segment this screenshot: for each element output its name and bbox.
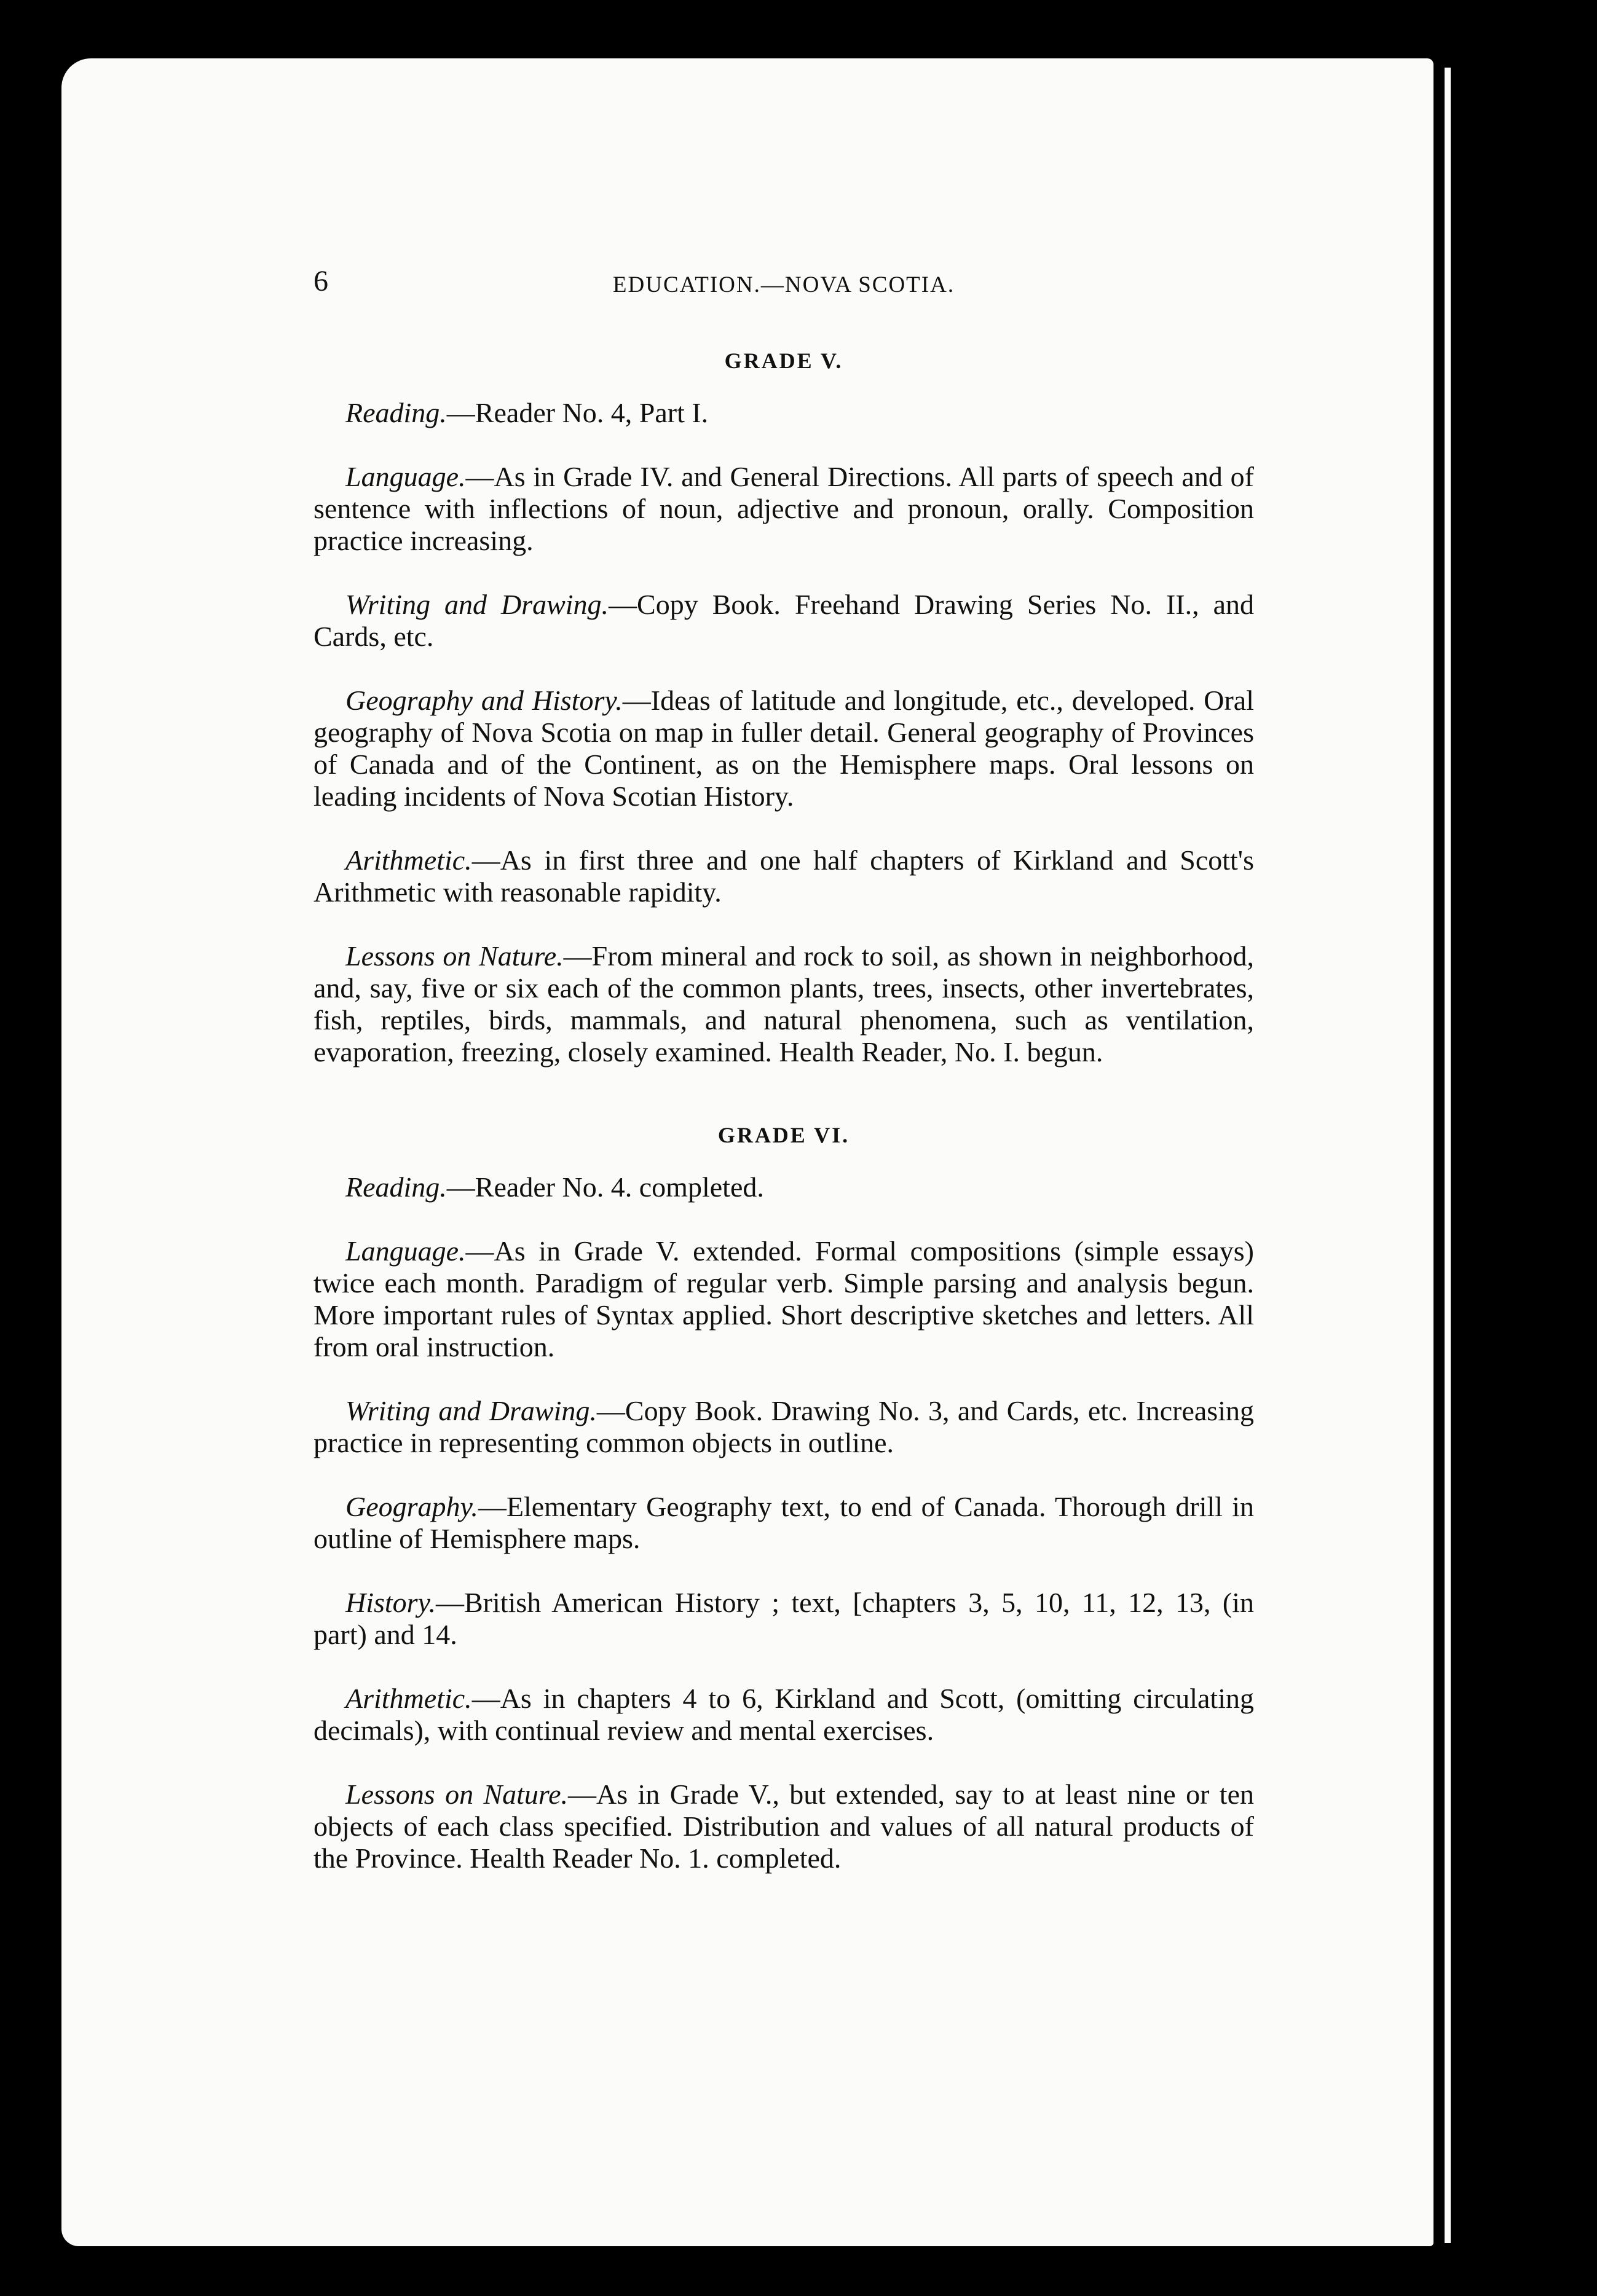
section-subject: Reading.: [345, 1171, 447, 1203]
section-text: —From mineral and rock to soil, as shown in neighborhood, and, say, five or six each of the common plants, trees, insects, other invertebrates, fish, reptiles, birds, mammals, and natural phenomena, such as ventilation, evaporation, freezing, closely examined. Health Reader, No. I. begun.: [313, 940, 1254, 1067]
section-paragraph: [313, 940, 1254, 1068]
section-subject: Writing and Drawing.: [345, 589, 609, 620]
section-text: —As in first three and one half chapters of Kirkland and Scott's Arithmetic with reasonable rapidity.: [313, 844, 1254, 908]
page-edge: [1445, 68, 1451, 2243]
section-text: —British American History ; text, [chapters 3, 5, 10, 11, 12, 13, (in part) and 14.: [313, 1587, 1254, 1650]
grade-heading: GRADE VI.: [717, 1123, 850, 1147]
section-subject: Arithmetic.: [345, 844, 472, 876]
section-subject: Geography and History.: [345, 685, 623, 716]
section-subject: Reading.: [345, 397, 447, 428]
section-text: —Copy Book. Drawing No. 3, and Cards, etc. Increasing practice in representing common objects in outline.: [313, 1395, 1254, 1458]
section-subject: Arithmetic.: [345, 1683, 472, 1714]
section-paragraph: [313, 1171, 1254, 1203]
section-paragraph: [313, 1235, 1254, 1363]
running-title: EDUCATION.—NOVA SCOTIA.: [612, 272, 955, 297]
section-paragraph: [313, 1491, 1254, 1555]
section-paragraph: [313, 1587, 1254, 1651]
section-paragraph: [313, 397, 1254, 429]
section-paragraph: [313, 1395, 1254, 1459]
grade-heading: GRADE V.: [724, 348, 843, 373]
section-subject: History.: [345, 1587, 436, 1618]
section-text: —Ideas of latitude and longitude, etc., developed. Oral geography of Nova Scotia on map in fuller detail. General geography of Provinces of Canada and of the Continent, as on the Hemisphere maps. Oral lessons on leading incidents of Nova Scotian History.: [313, 685, 1255, 812]
section-text: —As in chapters 4 to 6, Kirkland and Scott, (omitting circulating decimals), with continual review and mental exercises.: [313, 1683, 1254, 1746]
section-text: —Reader No. 4. completed.: [446, 1171, 764, 1203]
section-paragraph: [313, 685, 1254, 812]
section-paragraph: [313, 589, 1254, 653]
section-subject: Language.: [345, 1235, 466, 1267]
section-paragraph: [313, 461, 1254, 557]
page-number: 6: [313, 265, 328, 297]
section-subject: Geography.: [345, 1491, 478, 1522]
section-text: —As in Grade IV. and General Directions. All parts of speech and of sentence with inflections of noun, adjective and pronoun, orally. Composition practice increasing.: [313, 461, 1254, 556]
section-paragraph: [313, 844, 1254, 908]
section-paragraph: [313, 1683, 1254, 1747]
section-subject: Language.: [345, 461, 466, 492]
section-subject: Writing and Drawing.: [345, 1395, 597, 1426]
section-text: —As in Grade V., but extended, say to at least nine or ten objects of each class specified. Distribution and values of all natural products of the Province. Health Reader No. 1. completed.: [313, 1779, 1254, 1874]
running-header: [313, 264, 1254, 307]
page-text: [313, 264, 1254, 1874]
section-paragraph: [313, 1779, 1254, 1874]
section-subject: Lessons on Nature.: [345, 1779, 569, 1810]
section-text: —Reader No. 4, Part I.: [446, 397, 709, 428]
section-text: —Elementary Geography text, to end of Canada. Thorough drill in outline of Hemisphere maps.: [313, 1491, 1254, 1554]
section-text: —As in Grade V. extended. Formal compositions (simple essays) twice each month. Paradigm of regular verb. Simple parsing and analysis begun. More important rules of Syntax applied. Short descriptive sketches and letters. All from oral instruction.: [313, 1235, 1254, 1362]
section-subject: Lessons on Nature.: [345, 940, 564, 972]
section-text: —Copy Book. Freehand Drawing Series No. II., and Cards, etc.: [313, 589, 1254, 652]
